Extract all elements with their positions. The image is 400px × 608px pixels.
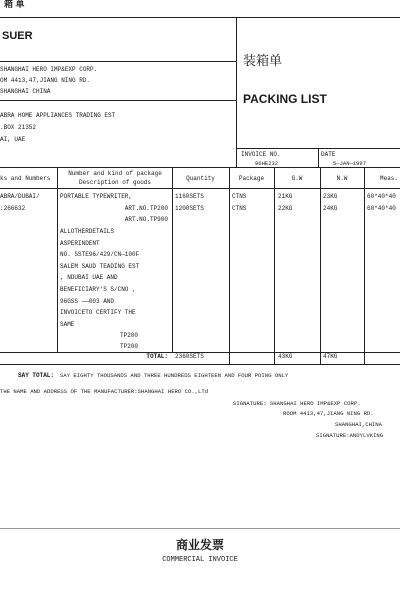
desc-line: TP200 [120, 343, 139, 350]
total-quantity: 2360SETS [175, 353, 204, 360]
row-2-meas: 60*40*40 [367, 205, 396, 212]
invoice-date-divider [318, 148, 319, 167]
consignee-line-1: ABRA HOME APPLIANCES TRADING EST [0, 112, 116, 119]
row-2-quantity: 1200SETS [175, 205, 204, 212]
date-label: DATE [321, 151, 336, 158]
header-marks: ks and Numbers [0, 175, 51, 182]
col-line-marks [57, 167, 58, 352]
issuer-heading: SUER [2, 30, 33, 42]
desc-line: PORTABLE TYPEWRITER, [60, 193, 133, 200]
row-1-quantity: 1160SETS [175, 193, 204, 200]
header-gw: G.W [291, 175, 303, 182]
desc-line: NO. SSTE96/429/CN—100F [60, 251, 140, 258]
total-rule [0, 364, 400, 365]
desc-line: SALEM SAUD TEADING EST [60, 263, 140, 270]
manufacturer-line: THE NAME AND ADDRESS OF THE MANUFACTURER:SHANGHAI HERO CO.,LTd [0, 388, 209, 395]
desc-line: BENEFICIARY'S S/CNO , [60, 286, 136, 293]
header-quantity: Quantity [186, 175, 215, 182]
header-nw: N.W [336, 175, 348, 182]
desc-line: , NDUBAI UAE AND [60, 274, 118, 281]
header-divider [236, 17, 237, 167]
consignee-rule [0, 100, 236, 101]
footer-rule [0, 528, 400, 529]
desc-line: ART.NO.TP200 [124, 205, 168, 212]
doc-title-cn: 装箱单 [243, 53, 283, 68]
signature-line-2: ROOM 4413,47,JIANG NING RD. [283, 410, 374, 417]
row-1-nw: 23KG [323, 193, 338, 200]
col-line-gw [320, 167, 321, 364]
table-header-rule [0, 188, 400, 189]
total-nw: 47KG [323, 353, 338, 360]
total-label: TOTAL: [146, 353, 168, 360]
consignee-line-3: AI, UAE [0, 136, 26, 143]
row-2-nw: 24KG [323, 205, 338, 212]
issuer-line-1: SHANGHAI HERO IMP&EXP CORP. [0, 66, 98, 73]
col-line-qty [229, 167, 230, 364]
desc-line: INVOICETO CERTIFY THE [60, 309, 136, 316]
desc-line: ASPERINDENT [60, 240, 100, 247]
desc-line: SAME [60, 321, 75, 328]
doc-title-en: PACKING LIST [243, 92, 327, 106]
table-top-rule [0, 167, 400, 168]
marks-line-1: ABRA/DUBAI/ [0, 193, 40, 200]
total-gw: 43KG [278, 353, 293, 360]
desc-line: TP200 [120, 332, 139, 339]
desc-line: ART.NO.TP900 [124, 216, 168, 223]
top-rule [0, 17, 400, 18]
footer-title-cn: 商业发票 [175, 538, 224, 552]
row-1-gw: 21KG [278, 193, 293, 200]
signature-line-1: SIGNATURE: SHANGHAI HERO IMP&EXP CORP. [233, 400, 361, 407]
desc-line: 96GSS ——003 AND [60, 298, 115, 305]
header-meas: Meas. [380, 175, 399, 182]
desc-line: ALLOTHERDETAILS [60, 228, 115, 235]
invoice-no-value: 96HE232 [255, 160, 279, 167]
row-1-meas: 60*40*40 [367, 193, 396, 200]
say-total-value: SAY EIGHTY THOUSANDS AND THREE HUNDREDS EIGHTEEN AND FOUR POING ONLY [60, 372, 289, 379]
header-desc-1: Number and kind of package [68, 170, 162, 177]
col-line-nw [364, 167, 365, 364]
row-2-gw: 22KG [278, 205, 293, 212]
row-1-package: CTNS [232, 193, 247, 200]
issuer-rule [0, 61, 236, 62]
consignee-line-2: .BOX 21352 [0, 124, 37, 131]
col-line-desc [172, 167, 173, 352]
header-package: Package [238, 175, 265, 182]
row-2-package: CTNS [232, 205, 247, 212]
col-line-pkg [274, 167, 275, 364]
page-top-label: 箱 单 [4, 0, 25, 9]
issuer-line-2: OM 4413,47,JIANG NING RD. [0, 77, 91, 84]
signature-line-4: SIGNATURE:ANDYLVKING [316, 432, 384, 439]
issuer-line-3: SHANGHAI CHINA [0, 88, 51, 95]
header-desc-2: Description of goods [78, 179, 151, 186]
footer-title-en: COMMERCIAL INVOICE [162, 556, 238, 564]
date-value: 5—JAN—1997 [333, 160, 367, 167]
marks-line-2: :266632 [0, 205, 26, 212]
signature-line-3: SHANGHAI,CHINA [335, 421, 382, 428]
say-total-label: SAY TOTAL: [18, 372, 55, 379]
invoice-no-label: INVOICE NO. [241, 151, 281, 158]
